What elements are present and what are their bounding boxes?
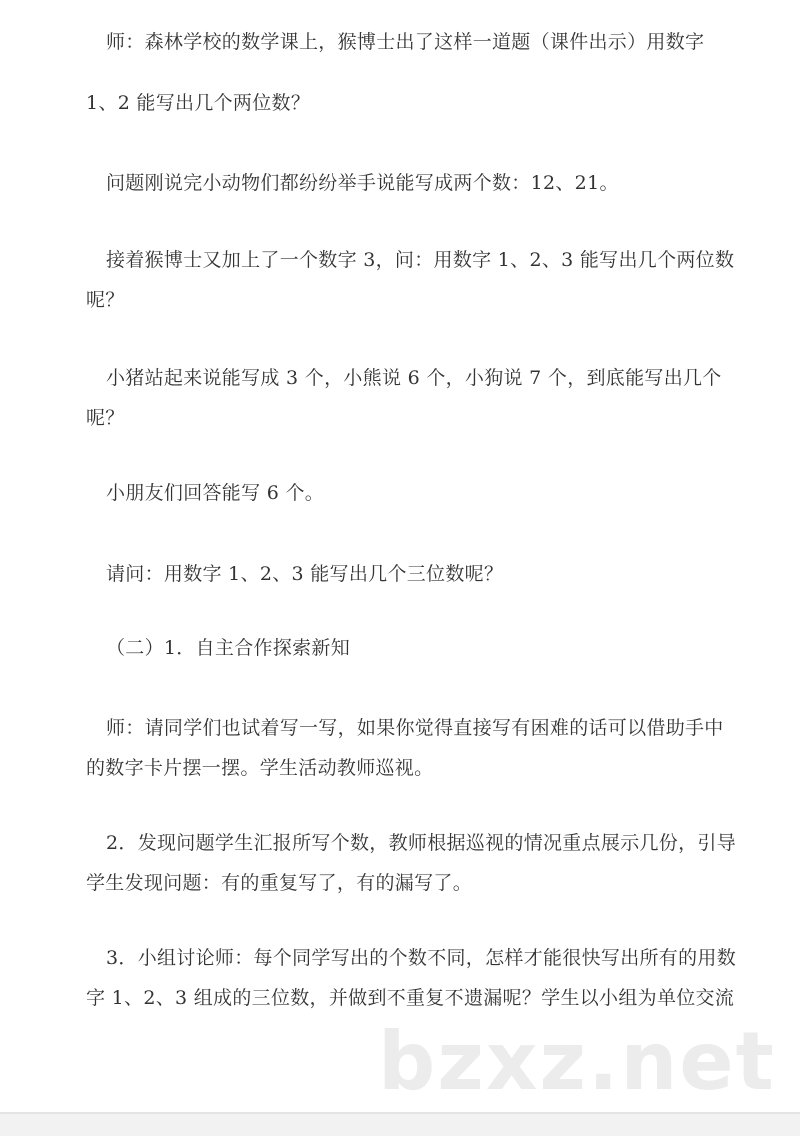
page-bottom-bar xyxy=(0,1112,800,1136)
paragraph-8-line-1: 师：请同学们也试着写一写，如果你觉得直接写有困难的话可以借助手中 xyxy=(106,717,724,739)
paragraph-9-line-2: 学生发现问题：有的重复写了，有的漏写了。 xyxy=(86,872,473,894)
section-heading: （二）1．自主合作探索新知 xyxy=(106,637,350,659)
paragraph-5-line-1: 小朋友们回答能写 6 个。 xyxy=(106,482,325,504)
paragraph-4-line-1: 小猪站起来说能写成 3 个，小熊说 6 个，小狗说 7 个，到底能写出几个 xyxy=(106,367,722,389)
paragraph-4-line-2: 呢？ xyxy=(86,407,125,429)
watermark: bzxz.net xyxy=(378,1015,776,1108)
paragraph-1-line-1: 师：森林学校的数学课上，猴博士出了这样一道题（课件出示）用数字 xyxy=(106,31,705,53)
paragraph-10-line-1: 3．小组讨论师：每个同学写出的个数不同，怎样才能很快写出所有的用数 xyxy=(106,947,736,969)
paragraph-2-line-1: 问题刚说完小动物们都纷纷举手说能写成两个数：12、21。 xyxy=(106,172,619,194)
paragraph-3-line-1: 接着猴博士又加上了一个数字 3，问：用数字 1、2、3 能写出几个两位数 xyxy=(106,249,735,271)
paragraph-3-line-2: 呢？ xyxy=(86,289,125,311)
paragraph-8-line-2: 的数字卡片摆一摆。学生活动教师巡视。 xyxy=(86,757,434,779)
paragraph-9-line-1: 2．发现问题学生汇报所写个数，教师根据巡视的情况重点展示几份，引导 xyxy=(106,832,736,854)
paragraph-10-line-2: 字 1、2、3 组成的三位数，并做到不重复不遗漏呢？学生以小组为单位交流 xyxy=(86,987,735,1009)
paragraph-1-line-2: 1、2 能写出几个两位数？ xyxy=(86,92,311,114)
paragraph-6-line-1: 请问：用数字 1、2、3 能写出几个三位数呢？ xyxy=(106,563,504,585)
